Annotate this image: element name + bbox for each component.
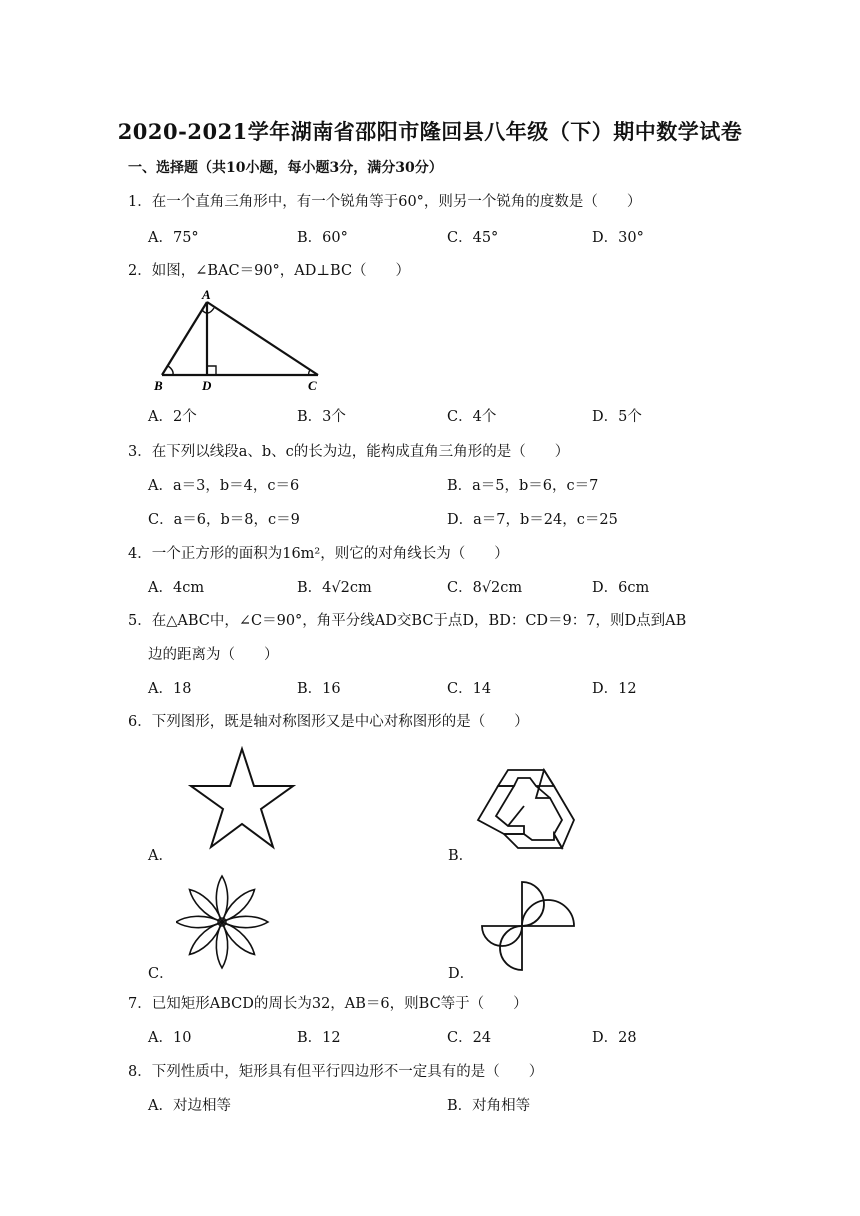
q3-option-a: A．a＝3，b＝4，c＝6 <box>148 478 300 494</box>
q2-option-a: A．2个 <box>148 409 197 425</box>
q3-option-b: B．a＝5，b＝6，c＝7 <box>447 478 599 494</box>
q3-option-c: C．a＝6，b＝8，c＝9 <box>148 512 300 528</box>
q4-option-d: D．6cm <box>592 580 650 596</box>
q4-option-c: C．8√2cm <box>447 580 523 596</box>
question-4-stem: 4．一个正方形的面积为16m²，则它的对角线长为（ ） <box>128 546 509 562</box>
question-7-stem: 7．已知矩形ABCD的周长为32，AB＝6，则BC等于（ ） <box>128 996 528 1012</box>
q5-option-d: D．12 <box>592 681 637 697</box>
q1-option-c: C．45° <box>447 230 499 246</box>
q7-option-c: C．24 <box>447 1030 492 1046</box>
q4-option-a: A．4cm <box>148 580 205 596</box>
q7-option-a: A．10 <box>148 1030 192 1046</box>
q2-option-b: B．3个 <box>297 409 346 425</box>
star-figure <box>188 746 296 850</box>
q1-option-b: B．60° <box>297 230 348 246</box>
label-b: B <box>154 378 163 393</box>
q5-option-a: A．18 <box>148 681 192 697</box>
question-1-stem: 1．在一个直角三角形中，有一个锐角等于60°，则另一个锐角的度数是（ ） <box>128 194 642 210</box>
q3-option-d: D．a＝7，b＝24，c＝25 <box>447 512 618 528</box>
label-d: D <box>202 378 212 393</box>
q6-option-d: D． <box>448 966 475 982</box>
right-angle-mark <box>207 366 216 375</box>
question-6-stem: 6．下列图形，既是轴对称图形又是中心对称图形的是（ ） <box>128 714 529 730</box>
pinwheel-figure <box>480 878 578 974</box>
q5-option-b: B．16 <box>297 681 341 697</box>
angle-mark-b <box>168 366 173 375</box>
question-3-stem: 3．在下列以线段a、b、c的长为边，能构成直角三角形的是（ ） <box>128 444 570 460</box>
q8-option-a: A．对边相等 <box>148 1098 231 1114</box>
question-5-stem: 5．在△ABC中，∠C＝90°，角平分线AD交BC于点D，BD：CD＝9：7，则D点到AB <box>128 613 687 629</box>
q7-option-b: B．12 <box>297 1030 341 1046</box>
q1-option-d: D．30° <box>592 230 644 246</box>
triangle-figure <box>150 286 330 394</box>
label-c: C <box>308 378 317 393</box>
q6-option-c: C． <box>148 966 174 982</box>
q5-option-c: C．14 <box>447 681 492 697</box>
q2-option-c: C．4个 <box>447 409 497 425</box>
q6-option-a: A． <box>148 848 173 864</box>
side-ab <box>162 302 207 375</box>
label-a: A <box>202 287 211 302</box>
q2-option-d: D．5个 <box>592 409 642 425</box>
question-2-stem: 2．如图，∠BAC＝90°，AD⊥BC（ ） <box>128 263 411 279</box>
recycle-shape-figure <box>474 764 578 854</box>
q8-option-b: B．对角相等 <box>447 1098 531 1114</box>
q6-option-b: B． <box>448 848 474 864</box>
side-ac <box>207 302 318 375</box>
page-title: 2020-2021学年湖南省邵阳市隆回县八年级（下）期中数学试卷 <box>117 119 743 144</box>
question-8-stem: 8．下列性质中，矩形具有但平行四边形不一定具有的是（ ） <box>128 1064 544 1080</box>
flower-figure <box>176 872 270 972</box>
q4-option-b: B．4√2cm <box>297 580 372 596</box>
q1-option-a: A．75° <box>148 230 199 246</box>
section-heading: 一、选择题（共10小题，每小题3分，满分30分） <box>128 160 443 176</box>
question-5-stem-cont: 边的距离为（ ） <box>148 647 279 663</box>
q7-option-d: D．28 <box>592 1030 637 1046</box>
